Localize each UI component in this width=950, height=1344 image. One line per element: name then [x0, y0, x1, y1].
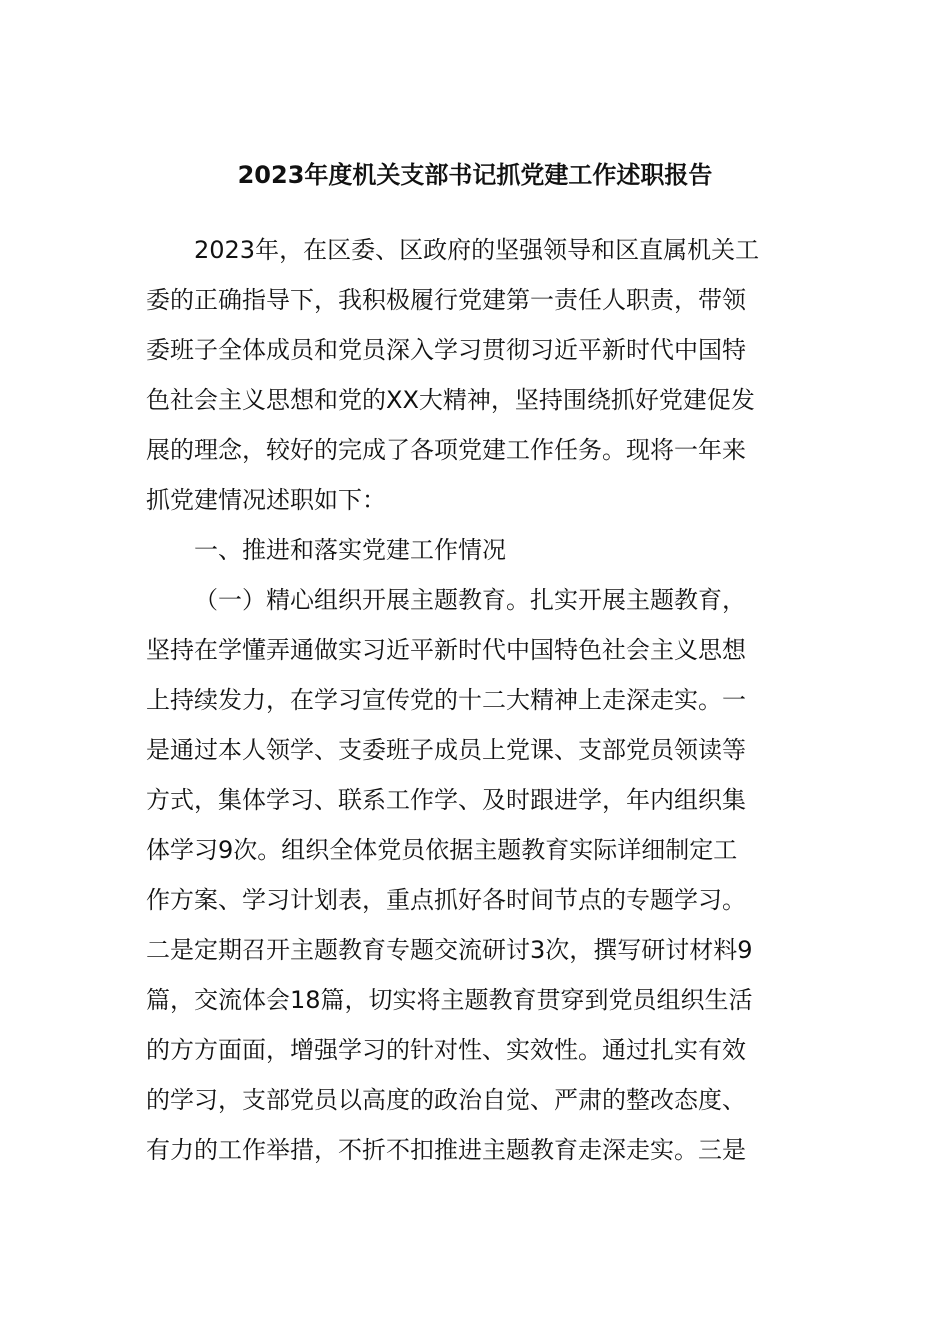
paragraph-line: 委班子全体成员和党员深入学习贯彻习近平新时代中国特	[146, 336, 746, 364]
paragraph-line: 体学习9次。组织全体党员依据主题教育实际详细制定工	[146, 836, 738, 864]
paragraph-line: 坚持在学懂弄通做实习近平新时代中国特色社会主义思想	[146, 636, 746, 664]
paragraph-line: 有力的工作举措，不折不扣推进主题教育走深走实。三是	[146, 1136, 746, 1164]
paragraph-line: 委的正确指导下，我积极履行党建第一责任人职责，带领	[146, 286, 746, 314]
paragraph-line: 2023年，在区委、区政府的坚强领导和区直属机关工	[194, 236, 760, 264]
paragraph-line: 二是定期召开主题教育专题交流研讨3次，撰写研讨材料9	[146, 936, 753, 964]
paragraph-line: 色社会主义思想和党的XX大精神，坚持围绕抓好党建促发	[146, 386, 755, 414]
paragraph-line: 的学习，支部党员以高度的政治自觉、严肃的整改态度、	[146, 1086, 746, 1114]
paragraph-line: 篇，交流体会18篇，切实将主题教育贯穿到党员组织生活	[146, 986, 753, 1014]
paragraph-line: 上持续发力，在学习宣传党的十二大精神上走深走实。一	[146, 686, 746, 714]
paragraph-line: 展的理念，较好的完成了各项党建工作任务。现将一年来	[146, 436, 746, 464]
section-heading: 一、推进和落实党建工作情况	[194, 536, 506, 564]
document-title: 2023年度机关支部书记抓党建工作述职报告	[237, 161, 713, 189]
paragraph-line: 作方案、学习计划表，重点抓好各时间节点的专题学习。	[146, 886, 746, 914]
paragraph-line: 方式，集体学习、联系工作学、及时跟进学，年内组织集	[146, 786, 746, 814]
paragraph-line: 是通过本人领学、支委班子成员上党课、支部党员领读等	[146, 736, 746, 764]
paragraph-line: 的方方面面，增强学习的针对性、实效性。通过扎实有效	[146, 1036, 746, 1064]
paragraph-line: （一）精心组织开展主题教育。扎实开展主题教育，	[194, 586, 746, 614]
paragraph-line: 抓党建情况述职如下：	[146, 486, 386, 514]
